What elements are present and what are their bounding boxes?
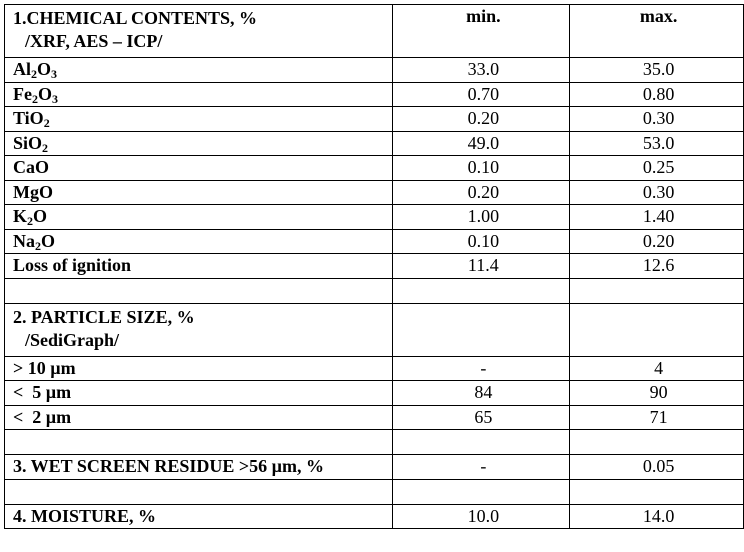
value-max: 71 (570, 405, 744, 430)
section2-title: 2. PARTICLE SIZE, % (13, 306, 195, 327)
formula-el2: O (37, 59, 52, 80)
formula-el2: O (37, 83, 52, 104)
formula-s2: 3 (51, 67, 58, 82)
section1-header (5, 5, 393, 58)
table-row (5, 205, 744, 230)
formula-el1: MgO (13, 181, 53, 202)
formula-el1: Na (13, 230, 35, 251)
formula-s1: 2 (27, 214, 34, 229)
formula-s2: 2 (43, 116, 50, 131)
wet-residue-min: - (393, 455, 570, 480)
table-row (5, 455, 744, 480)
table-row (5, 82, 744, 107)
value-min: 0.10 (393, 229, 570, 254)
moisture-min: 10.0 (393, 504, 570, 529)
value-min: 65 (393, 405, 570, 430)
value-max: 1.40 (570, 205, 744, 230)
table-row (5, 58, 744, 83)
moisture-label: 4. MOISTURE, % (5, 504, 393, 529)
spacer-row (5, 479, 744, 504)
formula-el1: Al (13, 59, 31, 80)
formula-el2: O (41, 230, 56, 251)
value-max: 0.80 (570, 82, 744, 107)
wet-residue-label: 3. WET SCREEN RESIDUE >56 µm, % (5, 455, 393, 480)
formula-s2: 2 (42, 140, 49, 155)
chemical-rows (5, 58, 744, 254)
value-min: 0.70 (393, 82, 570, 107)
value-max: 0.20 (570, 229, 744, 254)
value-max: 90 (570, 381, 744, 406)
compound-formula (5, 205, 393, 230)
formula-s1: 2 (35, 238, 41, 253)
particle-size-rows (5, 356, 744, 430)
formula-el1: CaO (13, 157, 49, 178)
value-max: 4 (570, 356, 744, 381)
compound-formula (5, 82, 393, 107)
section2-header (5, 303, 393, 356)
size-label: > 10 µm (5, 356, 393, 381)
value-max: 35.0 (570, 58, 744, 83)
compound-formula (5, 180, 393, 205)
compound-formula (5, 58, 393, 83)
compound-formula (5, 229, 393, 254)
moisture-max: 14.0 (570, 504, 744, 529)
table-row (5, 405, 744, 430)
section2-method: /SediGraph/ (25, 329, 120, 350)
spacer-row (5, 430, 744, 455)
table-row (5, 180, 744, 205)
value-min: 0.20 (393, 107, 570, 132)
value-max: 53.0 (570, 131, 744, 156)
loi-label: Loss of ignition (5, 254, 393, 279)
value-min: 49.0 (393, 131, 570, 156)
value-min: 0.10 (393, 156, 570, 181)
compound-formula (5, 107, 393, 132)
value-max: 0.30 (570, 107, 744, 132)
table-row (5, 504, 744, 529)
table-row (5, 107, 744, 132)
value-min: 84 (393, 381, 570, 406)
value-min: - (393, 356, 570, 381)
formula-el1: K (13, 206, 28, 227)
col-min-header: min. (393, 5, 570, 58)
wet-residue-max: 0.05 (570, 455, 744, 480)
value-max: 0.30 (570, 180, 744, 205)
col-max-header: max. (570, 5, 744, 58)
formula-s2: 3 (52, 91, 58, 106)
table-row (5, 229, 744, 254)
section1-title: 1.CHEMICAL CONTENTS, % (13, 8, 258, 28)
table-row (5, 131, 744, 156)
table-row (5, 254, 744, 279)
section2-header-row (5, 303, 744, 356)
formula-el1: SiO (13, 132, 43, 153)
value-min: 33.0 (393, 58, 570, 83)
formula-el2: O (33, 206, 48, 227)
size-label: < 2 µm (5, 405, 393, 430)
compound-formula (5, 156, 393, 181)
loi-max: 12.6 (570, 254, 744, 279)
formula-el1: Fe (13, 83, 32, 104)
loi-min: 11.4 (393, 254, 570, 279)
table-row (5, 356, 744, 381)
size-label: < 5 µm (5, 381, 393, 406)
value-max: 0.25 (570, 156, 744, 181)
value-min: 0.20 (393, 180, 570, 205)
table-row (5, 381, 744, 406)
section1-method: /XRF, AES – ICP/ (25, 31, 163, 51)
table-row (5, 156, 744, 181)
header-row (5, 5, 744, 58)
spacer-row (5, 278, 744, 303)
value-min: 1.00 (393, 205, 570, 230)
formula-s1: 2 (31, 67, 37, 82)
formula-el1: TiO (13, 108, 44, 129)
compound-formula (5, 131, 393, 156)
specification-table (4, 4, 744, 529)
formula-s1: 2 (31, 91, 38, 106)
